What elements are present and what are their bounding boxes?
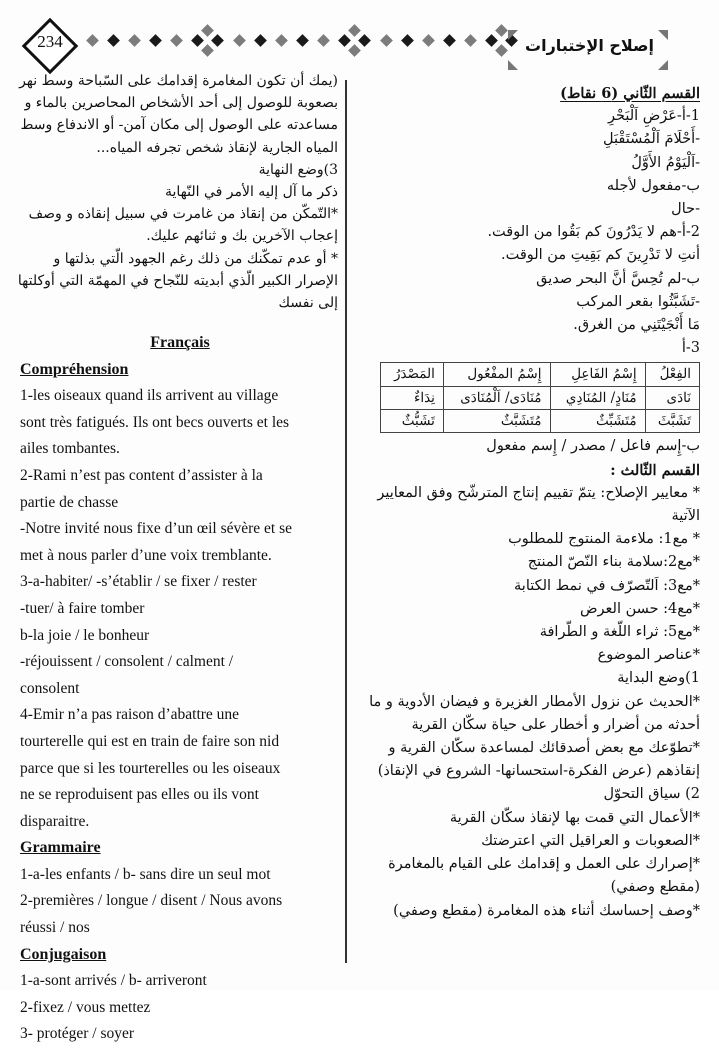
diamond-ornament-icon [107,34,120,47]
answer-line: الآتية [671,508,700,525]
answer-line: ailes tombantes. [20,440,120,458]
answer-line: بصعوبة للوصول إلى أحد الأشخاص المحاصرين بالماء و [24,95,338,112]
answer-line: * أو عدم تمكّنك من ذلك رغم الجهود الّتي بذلتها و [53,250,338,267]
page-number-badge [22,18,74,70]
answer-line: *مع5: ثراء اللّغة و الطّرافة [539,624,700,641]
diamond-ornament-icon [233,34,246,47]
answer-line: 1-les oiseaux quand ils arrivent au village [20,387,279,405]
diamond-ornament-icon [495,44,508,57]
answer-line: parce que si les tourterelles ou les oiseaux [20,759,281,777]
diamond-ornament-icon [170,34,183,47]
table-cell: تَشَبَّثَ [645,410,699,433]
table-header-cell: المَصْدَرُ [381,363,444,387]
table-header-row [381,363,700,387]
answer-line: *مع4: حسن العرض [580,600,700,617]
answer-line: * معايير الإصلاح: يتمّ تقييم إنتاج المترشّح وفق المعايير [377,484,700,501]
answer-line: أحدثه من أضرار و أخطار على حياة سكّان القرية [411,716,700,733]
grammaire-heading: Grammaire [20,839,101,857]
answers-part-a [360,105,700,360]
answer-line: -اَلْيَوْمُ الأَوَّلُ [631,154,700,171]
answer-line: * مع1: ملاءمة المنتوج للمطلوب [508,531,700,548]
corner-mark-icon [508,30,518,40]
answer-line: 1-a-sont arrivés / b- arriveront [20,972,207,990]
answer-line: 1-أ-عَرْضِ اَلْبَحْرِ [607,108,700,125]
diamond-ornament-icon [495,24,508,37]
answer-line: 2-fixez / vous mettez [20,998,151,1016]
answer-line: met à nous parler d’une voix tremblante. [20,546,272,564]
answer-line: -tuer/ à faire tomber [20,599,145,617]
diamond-ornament-icon [296,34,309,47]
answer-line: *الحديث عن نزول الأمطار الغزيرة و فيضان الأدوية و ما [369,693,700,710]
answer-line: 2) سياق التحوّل [603,786,700,803]
answer-line: -أَحْلَامَ اَلْمُسْتَقْبَلِ [603,131,700,148]
answer-line: -تَشَبَّثُوا بقعر المركب [576,293,700,310]
diamond-ornament-icon [254,34,267,47]
answer-line: 3-أ [681,340,700,357]
answer-line: مَا أَنْجَيْتَنِي من الغرق. [573,317,700,334]
diamond-ornament-icon [338,34,351,47]
page-number: 234 [37,32,63,51]
table-cell: تَشَبُّثٌ [381,410,444,433]
diamond-ornament-icon [422,34,435,47]
table-row [381,387,700,410]
answer-line: 1-a-les enfants / b- sans dire un seul mot [20,865,271,883]
diamond-ornament-icon [485,34,498,47]
conjugaison-heading: Conjugaison [20,945,107,963]
answer-line: tourterelle qui est en train de faire son nid [20,732,280,750]
section-heading-2: القسم الثّاني (6 نقاط) [560,85,700,102]
diamond-ornament-icon [128,34,141,47]
answer-line: 1)وضع البداية [617,670,700,687]
table-cell: نِدَاءٌ [381,387,444,410]
answer-line: 2-Rami n’est pas content d’assister à la [20,466,263,484]
table-cell: مُتَشَبِّثٌ [550,410,645,433]
diamond-ornament-icon [211,34,224,47]
derivation-table-wrap [380,362,700,433]
table-header-cell: إِسْمُ الفَاعِلِ [550,363,645,387]
diamond-ornament-icon [317,34,330,47]
table-header-cell: إِسْمُ المفْعُول [443,363,550,387]
answer-line: 2-premières / longue / disent / Nous avons [20,892,283,910]
answer-line: 3-a-habiter/ -s’établir / se fixer / rester [20,573,257,591]
answer-line: ب-إِسم فاعل / مصدر / إِسم مفعول [486,438,700,455]
answer-line: *وصف إحساسك أثناء هذه المغامرة (مقطع وصفي) [393,902,700,919]
answer-line: 4-Emir n’a pas raison d’abattre une [20,706,240,724]
diamond-ornament-icon [401,34,414,47]
answer-line: disparaitre. [20,812,90,830]
diamond-ornament-icon [380,34,393,47]
answer-line: partie de chasse [20,493,119,511]
answer-line: المياه الجارية لإنقاذ شخص تجرفه المياه... [96,139,338,156]
column-divider [345,80,347,963]
answer-line: إنقاذهم (عرض الفكرة-استحسانها- الشروع في الإنقاذ) [377,763,700,780]
section-heading-3: القسم الثّالث : [610,461,700,479]
answer-line: (مقطع وصفي) [610,879,700,896]
table-cell: مُنَادٍ/ المُنَادِي [550,387,645,410]
diamond-ornament-icon [443,34,456,47]
answer-line: *التّمكّن من إنقاذ من غامرت في سبيل إنقاذه و وصف [28,206,338,223]
table-cell: نَادَى [645,387,699,410]
answer-line: -Notre invité nous fixe d’un œil sévère et se [20,520,293,538]
answer-line: إلى نفسك [278,295,338,312]
answer-line: *الصعوبات و العراقيل التي اعترضتك [481,832,700,849]
answer-line: إعجاب الآخرين بك و ثنائهم عليك. [146,228,338,245]
answer-line: 2-أ-هم لا يَدْرُونَ كم بَقُوا من الوقت. [487,224,700,241]
answer-line: réussi / nos [20,919,90,937]
answer-line: *إصرارك على العمل و إقدامك على القيام بالمغامرة [388,856,700,873]
answer-line: الإصرار الكبير الّذي أبديته للنّجاح في المهمّة التي أوكلتها [17,272,338,289]
table-row [381,410,700,433]
answers-part-c [360,482,700,923]
answer-line: *تطوّعك مع بعض أصدقائك لمساعدة سكّان القرية و [388,740,700,757]
left-column-french [20,330,340,1048]
answer-line: ne se reproduisent pas elles ou ils vont [20,786,259,804]
answer-line: (يمك أن تكون المغامرة إقدامك على السّباحة وسط نهر [19,73,338,89]
diamond-ornament-icon [201,44,214,57]
diamond-ornament-icon [201,24,214,37]
table-header-cell: الفِعْلُ [645,363,699,387]
corner-mark-icon [508,60,518,70]
answer-line: ب-لم تُحِسَّ أنَّ البحر صديق [536,270,700,287]
answer-line: -réjouissent / consolent / calment / [20,653,234,671]
answer-line: مساعدته على الوصول إلى مكان آمن- أو الاندفاع وسط [20,117,338,134]
diamond-ornament-icon [149,34,162,47]
diamond-ornament-icon [86,34,99,47]
answer-line: b-la joie / le bonheur [20,626,150,644]
francais-title: Français [150,334,210,351]
page-title: إصلاح الإختبارات [525,36,654,55]
answer-line: -حال [671,201,700,218]
answer-line: consolent [20,679,80,697]
answer-line: *مع3: اَلتّصرّف في نمط الكتابة [514,577,700,594]
comprehension-heading: Compréhension [20,360,129,378]
diamond-ornament-icon [191,34,204,47]
answer-line: *الأعمال التي قمت بها لإنقاذ سكّان القرية [449,809,700,826]
diamond-ornament-icon [358,34,371,47]
derivation-table [380,362,700,433]
answer-line: ذكر ما آل إليه الأمر في النّهاية [165,184,338,201]
answer-line: *عناصر الموضوع [597,647,700,664]
left-column-arabic [17,70,338,314]
answer-line: ب-مفعول لأجله [606,177,700,194]
corner-mark-icon [658,30,668,40]
answer-line: sont très fatigués. Ils ont becs ouverts et les [20,413,290,431]
answer-line: أنتِ لا تَدْرِينَ كم بَقِيتِ من الوقت. [500,247,700,264]
diamond-ornament-icon [348,44,361,57]
corner-mark-icon [658,60,668,70]
diamond-ornament-icon [275,34,288,47]
table-cell: مُنَادَى/ اَلْمُنَادَى [443,387,550,410]
right-column [360,82,700,923]
diamond-ornament-icon [464,34,477,47]
answer-line: 3- protéger / soyer [20,1025,135,1043]
table-cell: مُتَشَبَّثٌ [443,410,550,433]
page-header [0,0,719,70]
answer-line: *مع2:سلامة بناء النّصّ المنتج [527,554,700,571]
answer-line: 3)وضع النهاية [258,161,338,178]
title-frame [508,30,668,70]
diamond-ornament-icon [348,24,361,37]
